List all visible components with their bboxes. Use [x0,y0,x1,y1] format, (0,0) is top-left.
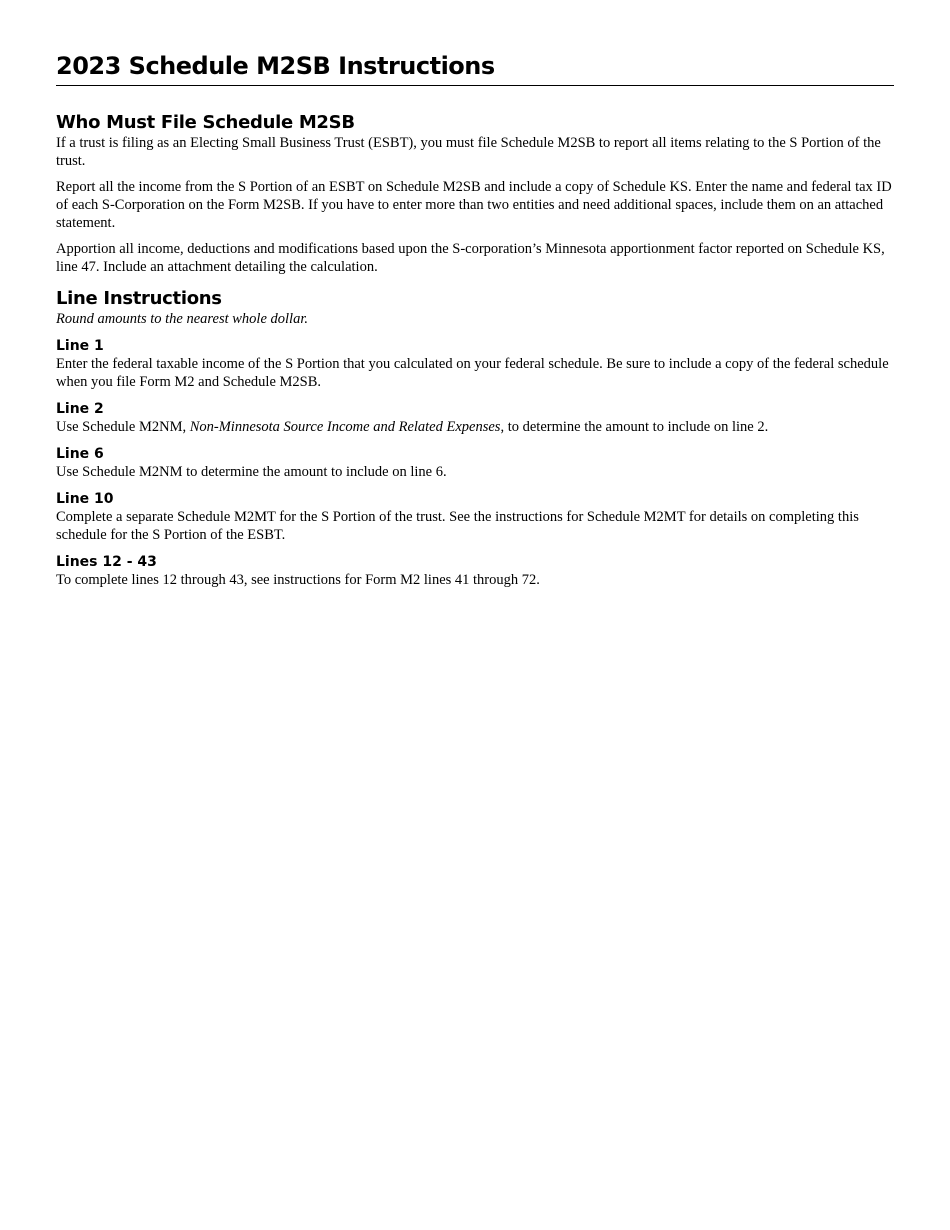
line-2-text-end: , to determine the amount to include on line 2. [500,419,769,435]
line-1-heading: Line 1 [56,338,104,354]
who-must-file-paragraph-3: Apportion all income, deductions and modifications based upon the S-corporation’s Minnesota apportionment factor reported on Schedule KS, line 47. Include an attachment detailing the calculation. [56,241,885,275]
line-2-heading: Line 2 [56,401,104,417]
line-2-block [56,401,894,436]
who-must-file-heading: Who Must File Schedule M2SB [56,112,355,133]
line-2-text-start: Use Schedule M2NM, [56,419,190,435]
line-1-block [56,338,894,391]
line-10-block [56,491,894,544]
line-10-heading: Line 10 [56,491,114,507]
line-2-text [56,418,894,436]
instruction-page [56,50,894,589]
who-must-file-paragraph-1: If a trust is filing as an Electing Small Business Trust (ESBT), you must file Schedule M2SB to report all items relating to the S Portion of the trust. [56,135,881,169]
lines-12-43-heading: Lines 12 - 43 [56,554,157,570]
line-6-heading: Line 6 [56,446,104,462]
who-must-file-paragraph-2: Report all the income from the S Portion of an ESBT on Schedule M2SB and include a copy of Schedule KS. Enter the name and federal tax ID of each S-Corporation on the Form M2SB. If you have to enter more than two entities and need additional spaces, include them on an attached statement. [56,179,892,231]
line-1-text: Enter the federal taxable income of the S Portion that you calculated on your federal schedule. Be sure to include a copy of the federal schedule when you file Form M2 and Schedule M2SB. [56,356,889,390]
lines-12-43-block [56,554,894,589]
line-10-text: Complete a separate Schedule M2MT for the S Portion of the trust. See the instructions for Schedule M2MT for details on completing this schedule for the S Portion of the ESBT. [56,509,859,543]
rounding-note: Round amounts to the nearest whole dollar. [56,311,308,327]
line-6-block [56,446,894,481]
line-6-text: Use Schedule M2NM to determine the amount to include on line 6. [56,464,447,480]
line-instructions-section [56,288,894,589]
line-2-schedule-title: Non-Minnesota Source Income and Related Expenses [189,419,501,435]
line-instructions-heading: Line Instructions [56,288,222,309]
lines-12-43-text: To complete lines 12 through 43, see instructions for Form M2 lines 41 through 72. [56,572,540,588]
who-must-file-section [56,112,894,276]
document-title: 2023 Schedule M2SB Instructions [56,50,894,86]
